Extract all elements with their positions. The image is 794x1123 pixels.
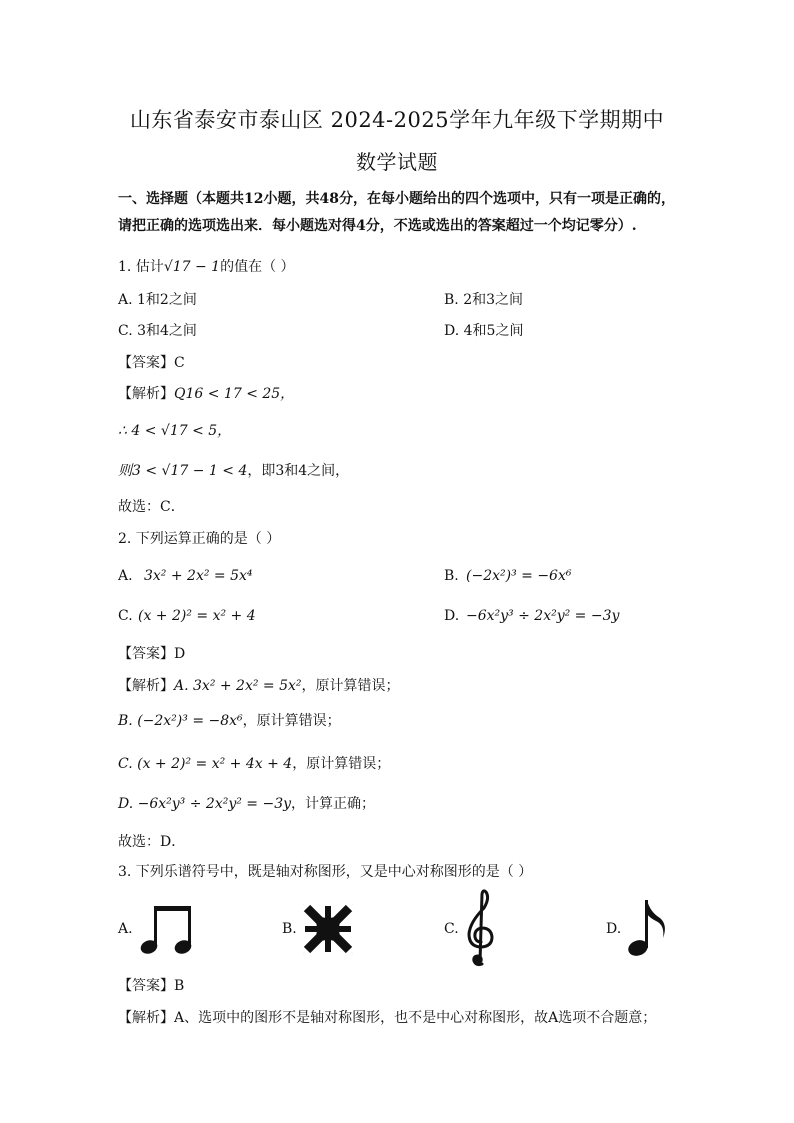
q1-answer: 【答案】C — [118, 355, 185, 371]
q1-conclusion: 故选：C． — [118, 499, 185, 515]
q3-option-a-label: A. — [118, 921, 133, 937]
q2-analysis-c — [118, 755, 390, 773]
q1-option-a: A. 1和2之间 — [118, 292, 197, 308]
q2-analysis-d-expr: D. −6x²y³ ÷ 2x²y² = −3y — [118, 796, 292, 812]
q2-option-a-expr: 3x² + 2x² = 5x⁴ — [144, 568, 253, 584]
q3-option-c-label: C. — [444, 921, 459, 937]
q1-analysis-3 — [118, 462, 349, 480]
section-intro-line2: 请把正确的选项选出来．每小题选对得4分，不选或选出的答案超过一个均记零分）. — [118, 218, 637, 234]
q1-option-d: D. 4和5之间 — [444, 323, 524, 339]
q1-analysis-text3: ，即3和4之间， — [247, 463, 350, 479]
q1-analysis-1 — [118, 385, 294, 403]
q1-option-b: B. 2和3之间 — [444, 292, 524, 308]
page-title-line2: 数学试题 — [356, 150, 438, 174]
q2-option-d-expr: −6x²y³ ÷ 2x²y² = −3y — [466, 608, 620, 624]
q2-option-c-expr: (x + 2)² = x² + 4 — [138, 608, 256, 624]
q2-option-c-label: C. — [118, 608, 133, 624]
q1-analysis-2: ∴ 4 < √17 < 5， — [118, 423, 232, 439]
eighth-note-icon — [626, 898, 670, 962]
beamed-eighth-notes-icon — [140, 902, 196, 962]
page-title-line1: 山东省泰安市泰山区 2024-2025学年九年级下学期期中 — [129, 108, 665, 132]
q3-option-d-label: D. — [606, 921, 622, 937]
q2-option-b-expr: (−2x²)³ = −6x⁶ — [466, 568, 572, 584]
q2-conclusion: 故选：D． — [118, 834, 186, 850]
q2-analysis-a-note: ，原计算错误； — [301, 678, 400, 694]
q1-analysis-label: 【解析】 — [118, 386, 174, 402]
q1-stem-expr: √17 − 1 — [163, 259, 221, 275]
treble-clef-icon — [462, 888, 498, 972]
q3-option-b-label: B. — [282, 921, 297, 937]
q2-stem: 2. 下列运算正确的是（ ） — [118, 531, 281, 547]
q2-answer: 【答案】D — [118, 646, 186, 662]
q1-stem-suffix: 的值在（ ） — [220, 259, 295, 275]
q2-option-b-label: B. — [444, 568, 459, 584]
q2-option-a-label: A. — [118, 568, 133, 584]
q1-stem-prefix: 1. 估计 — [118, 259, 164, 275]
q2-option-d-label: D. — [444, 608, 460, 624]
q2-analysis-b-expr: B. (−2x²)³ = −8x⁶ — [118, 713, 243, 729]
q2-analysis-label: 【解析】 — [118, 678, 174, 694]
q2-analysis-d — [118, 795, 375, 813]
q1-stem — [118, 258, 295, 276]
x-shaped-symbol-icon — [303, 904, 353, 958]
q2-analysis-c-expr: C. (x + 2)² = x² + 4x + 4 — [118, 756, 293, 772]
q3-analysis: 【解析】A、选项中的图形不是轴对称图形，也不是中心对称图形，故A选项不合题意； — [118, 1010, 657, 1026]
q2-analysis-c-note: ，原计算错误； — [292, 756, 391, 772]
q1-option-c: C. 3和4之间 — [118, 323, 197, 339]
q1-analysis-expr3: 则3 < √17 − 1 < 4 — [118, 463, 248, 479]
q3-stem: 3. 下列乐谱符号中，既是轴对称图形，又是中心对称图形的是（ ） — [118, 864, 533, 880]
q2-analysis-a — [118, 677, 400, 695]
q2-analysis-b — [118, 712, 341, 730]
q3-answer: 【答案】B — [118, 978, 185, 994]
q2-analysis-b-note: ，原计算错误； — [242, 713, 341, 729]
section-intro-line1: 一、选择题（本题共12小题，共48分，在每小题给出的四个选项中，只有一项是正确的， — [118, 191, 675, 207]
q2-analysis-a-expr: A. 3x² + 2x² = 5x² — [174, 678, 302, 694]
q2-analysis-d-note: ，计算正确； — [291, 796, 376, 812]
q1-analysis-expr1: Q16 < 17 < 25， — [174, 386, 295, 402]
